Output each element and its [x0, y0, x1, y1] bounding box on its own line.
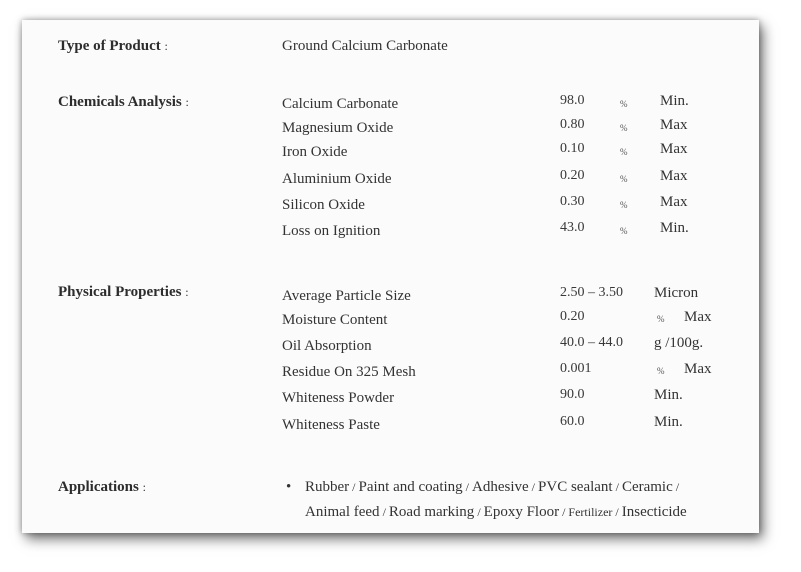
application-separator: Fertilizer [568, 505, 613, 519]
application-separator: / [349, 480, 359, 494]
property-value: 0.001 [560, 361, 592, 376]
chemical-value: 0.10 [560, 141, 585, 156]
property-value: 0.20 [560, 309, 585, 324]
property-name: Average Particle Size [282, 288, 411, 304]
percent-sign: % [620, 99, 628, 109]
application-item: Paint and coating [358, 479, 463, 495]
application-separator: / [528, 480, 539, 494]
chemical-name: Magnesium Oxide [282, 120, 394, 136]
property-unit: g /100g. [654, 335, 704, 351]
chemical-limit: Max [660, 141, 688, 157]
application-item: Ceramic [621, 479, 673, 495]
property-value: 2.50 – 3.50 [560, 285, 623, 300]
chemical-limit: Min. [660, 93, 689, 109]
application-separator: / [462, 480, 473, 494]
chemicals-analysis-label: Chemicals Analysis : [58, 94, 189, 110]
chemicals-analysis-colon: : [185, 95, 189, 109]
property-name: Whiteness Paste [282, 417, 380, 433]
application-separator: / [612, 505, 622, 519]
percent-sign: % [620, 147, 628, 157]
chemical-name: Iron Oxide [282, 144, 348, 160]
property-value: 60.0 [560, 414, 585, 429]
chemical-limit: Min. [660, 220, 689, 236]
property-unit: Min. [654, 387, 683, 403]
chemical-value: 43.0 [560, 220, 585, 235]
physical-properties-label: Physical Properties : [58, 284, 189, 300]
type-of-product-colon: : [164, 39, 168, 53]
applications-colon: : [142, 480, 146, 494]
application-item: PVC sealant [538, 479, 613, 495]
application-item: Road marking [388, 504, 475, 520]
chemical-limit: Max [660, 194, 688, 210]
application-item: Insecticide [621, 504, 687, 520]
type-of-product-label: Type of Product : [58, 38, 168, 54]
chemical-value: 0.80 [560, 117, 585, 132]
application-separator: / [474, 505, 484, 519]
property-name: Moisture Content [282, 312, 388, 328]
physical-properties-colon: : [185, 285, 189, 299]
property-unit: Micron [654, 285, 699, 301]
property-value: 40.0 – 44.0 [560, 335, 623, 350]
percent-sign: % [657, 366, 665, 376]
property-limit: Max [684, 309, 712, 325]
application-separator: / [559, 505, 569, 519]
type-of-product-value: Ground Calcium Carbonate [282, 38, 448, 54]
chemical-name: Aluminium Oxide [282, 171, 392, 187]
percent-sign: % [657, 314, 665, 324]
percent-sign: % [620, 174, 628, 184]
applications-line-2 [305, 504, 687, 521]
applications-line-1 [305, 479, 679, 496]
chemical-value: 0.20 [560, 168, 585, 183]
application-item: Rubber [305, 479, 350, 495]
chemical-name: Silicon Oxide [282, 197, 365, 213]
chemical-limit: Max [660, 168, 688, 184]
applications-label: Applications : [58, 479, 146, 495]
property-name: Oil Absorption [282, 338, 372, 354]
application-separator: / [672, 480, 680, 494]
spec-sheet [22, 20, 759, 533]
percent-sign: % [620, 123, 628, 133]
percent-sign: % [620, 226, 628, 236]
application-item: Epoxy Floor [483, 504, 560, 520]
chemical-name: Calcium Carbonate [282, 96, 399, 112]
property-value: 90.0 [560, 387, 585, 402]
application-item: Animal feed [305, 504, 380, 520]
application-item: Adhesive [472, 479, 529, 495]
property-name: Residue On 325 Mesh [282, 364, 416, 380]
chemical-value: 0.30 [560, 194, 585, 209]
percent-sign: % [620, 200, 628, 210]
application-separator: / [612, 480, 622, 494]
property-unit: Min. [654, 414, 683, 430]
property-name: Whiteness Powder [282, 390, 395, 406]
application-separator: / [379, 505, 389, 519]
chemical-limit: Max [660, 117, 688, 133]
property-limit: Max [684, 361, 712, 377]
applications-bullet: • [286, 479, 292, 495]
chemical-value: 98.0 [560, 93, 585, 108]
chemical-name: Loss on Ignition [282, 223, 381, 239]
